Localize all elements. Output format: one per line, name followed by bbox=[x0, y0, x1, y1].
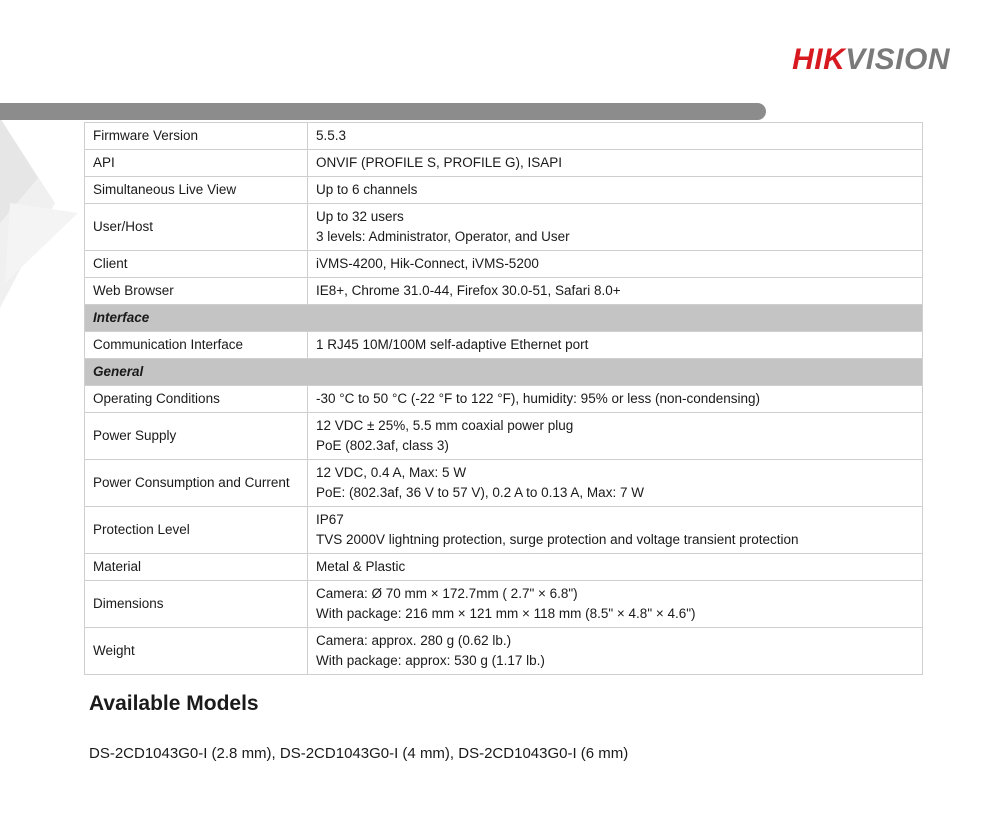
spec-value-line: Up to 6 channels bbox=[316, 182, 418, 197]
spec-value-line: PoE: (802.3af, 36 V to 57 V), 0.2 A to 0.13 A, Max: 7 W bbox=[316, 485, 644, 500]
spec-value-line: 12 VDC, 0.4 A, Max: 5 W bbox=[316, 465, 467, 480]
spec-row bbox=[85, 507, 923, 554]
spec-row bbox=[85, 554, 923, 581]
spec-label: Power Supply bbox=[85, 413, 308, 460]
spec-value-line: Metal & Plastic bbox=[316, 559, 406, 574]
hikvision-logo bbox=[792, 45, 950, 75]
spec-row bbox=[85, 386, 923, 413]
spec-row bbox=[85, 150, 923, 177]
spec-value-line: IP67 bbox=[316, 512, 344, 527]
available-models-list: DS-2CD1043G0-I (2.8 mm), DS-2CD1043G0-I (4 mm), DS-2CD1043G0-I (6 mm) bbox=[89, 745, 629, 762]
spec-value bbox=[308, 251, 923, 278]
spec-value-line: 1 RJ45 10M/100M self-adaptive Ethernet port bbox=[316, 337, 589, 352]
spec-label: Firmware Version bbox=[85, 123, 308, 150]
logo-part-hik: HIK bbox=[792, 43, 846, 76]
spec-row bbox=[85, 332, 923, 359]
specification-table-body bbox=[85, 123, 923, 675]
spec-value bbox=[308, 278, 923, 305]
spec-row bbox=[85, 177, 923, 204]
spec-label: Weight bbox=[85, 628, 308, 675]
spec-row bbox=[85, 278, 923, 305]
spec-value bbox=[308, 413, 923, 460]
spec-value-line: Camera: approx. 280 g (0.62 lb.) bbox=[316, 633, 512, 648]
spec-value bbox=[308, 628, 923, 675]
spec-row bbox=[85, 413, 923, 460]
spec-value-line: PoE (802.3af, class 3) bbox=[316, 438, 449, 453]
decorative-watermark bbox=[0, 108, 80, 318]
spec-value bbox=[308, 150, 923, 177]
spec-value bbox=[308, 123, 923, 150]
spec-value bbox=[308, 507, 923, 554]
spec-label: API bbox=[85, 150, 308, 177]
spec-value-line: 5.5.3 bbox=[316, 128, 347, 143]
spec-label: Simultaneous Live View bbox=[85, 177, 308, 204]
available-models-title: Available Models bbox=[89, 692, 259, 715]
spec-label: Client bbox=[85, 251, 308, 278]
spec-row bbox=[85, 123, 923, 150]
spec-value-line: With package: approx: 530 g (1.17 lb.) bbox=[316, 653, 545, 668]
logo-part-vision: VISION bbox=[845, 43, 950, 76]
spec-value-line: IE8+, Chrome 31.0-44, Firefox 30.0-51, Safari 8.0+ bbox=[316, 283, 621, 298]
spec-row bbox=[85, 204, 923, 251]
spec-value-line: 12 VDC ± 25%, 5.5 mm coaxial power plug bbox=[316, 418, 574, 433]
spec-label: Operating Conditions bbox=[85, 386, 308, 413]
spec-value-line: 3 levels: Administrator, Operator, and User bbox=[316, 229, 570, 244]
spec-label: Communication Interface bbox=[85, 332, 308, 359]
spec-label: Protection Level bbox=[85, 507, 308, 554]
spec-value bbox=[308, 460, 923, 507]
spec-label: Material bbox=[85, 554, 308, 581]
spec-value-line: Up to 32 users bbox=[316, 209, 404, 224]
spec-row bbox=[85, 251, 923, 278]
spec-row bbox=[85, 460, 923, 507]
spec-value-line: -30 °C to 50 °C (-22 °F to 122 °F), humidity: 95% or less (non-condensing) bbox=[316, 391, 761, 406]
spec-value-line: ONVIF (PROFILE S, PROFILE G), ISAPI bbox=[316, 155, 563, 170]
spec-value bbox=[308, 177, 923, 204]
spec-row bbox=[85, 628, 923, 675]
spec-label: Web Browser bbox=[85, 278, 308, 305]
spec-label: Power Consumption and Current bbox=[85, 460, 308, 507]
spec-value bbox=[308, 581, 923, 628]
spec-value-line: iVMS-4200, Hik-Connect, iVMS-5200 bbox=[316, 256, 539, 271]
spec-value-line: TVS 2000V lightning protection, surge protection and voltage transient protection bbox=[316, 532, 799, 547]
spec-label: Dimensions bbox=[85, 581, 308, 628]
section-title: General bbox=[85, 359, 923, 386]
spec-section-header bbox=[85, 359, 923, 386]
spec-value bbox=[308, 554, 923, 581]
spec-section-header bbox=[85, 305, 923, 332]
spec-value bbox=[308, 386, 923, 413]
spec-value-line: With package: 216 mm × 121 mm × 118 mm (8.5" × 4.8" × 4.6") bbox=[316, 606, 696, 621]
specification-table bbox=[84, 122, 923, 675]
section-title: Interface bbox=[85, 305, 923, 332]
spec-label: User/Host bbox=[85, 204, 308, 251]
spec-row bbox=[85, 581, 923, 628]
spec-value bbox=[308, 332, 923, 359]
header-divider-bar bbox=[0, 103, 766, 120]
spec-value bbox=[308, 204, 923, 251]
spec-value-line: Camera: Ø 70 mm × 172.7mm ( 2.7" × 6.8") bbox=[316, 586, 578, 601]
